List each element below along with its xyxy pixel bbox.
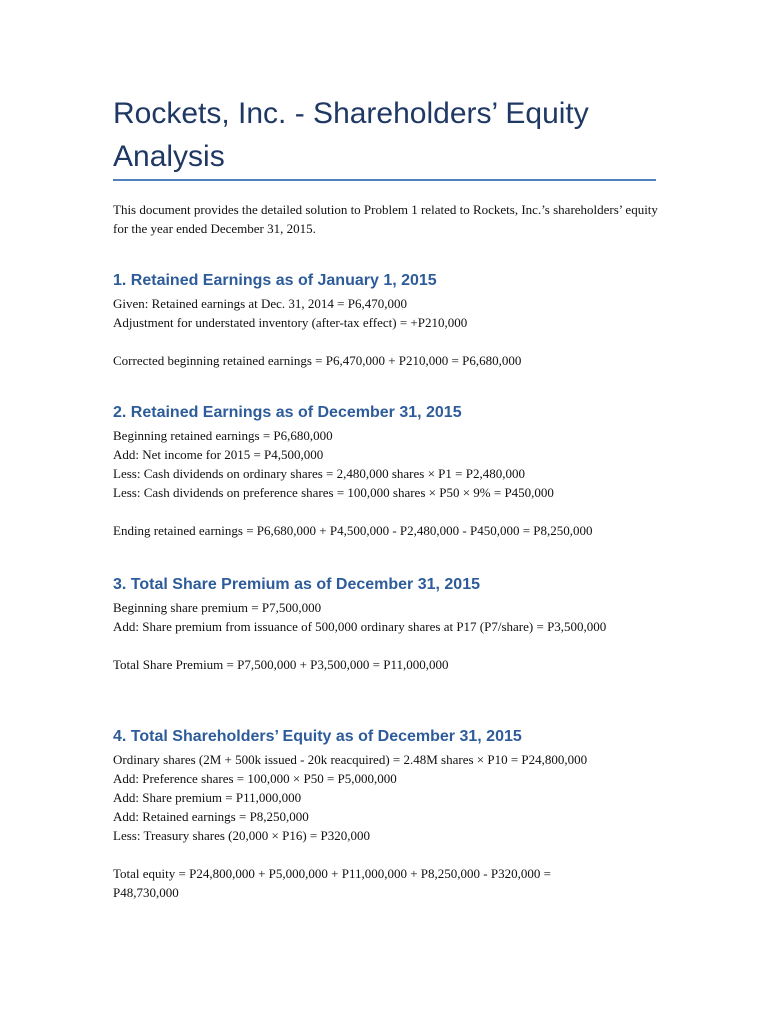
spacer — [113, 636, 673, 655]
spacer — [113, 502, 673, 521]
result-line: Ending retained earnings = P6,680,000 + P4,500,000 - P2,480,000 - P450,000 = P8,250,000 — [113, 523, 593, 538]
section-heading: 3. Total Share Premium as of December 31, 2015 — [113, 576, 480, 593]
section-retained-earnings-dec — [113, 402, 673, 540]
calc-line: Add: Share premium from issuance of 500,000 ordinary shares at P17 (P7/share) = P3,500,000 — [113, 619, 607, 634]
calc-line: Add: Net income for 2015 = P4,500,000 — [113, 447, 324, 462]
section-heading: 1. Retained Earnings as of January 1, 2015 — [113, 272, 437, 289]
spacer — [113, 332, 673, 351]
calc-line: Add: Retained earnings = P8,250,000 — [113, 809, 309, 824]
intro-paragraph: This document provides the detailed solution to Problem 1 related to Rockets, Inc.’s shareholders’ equity for the year ended December 31, 2015. — [113, 202, 658, 236]
calc-line: Ordinary shares (2M + 500k issued - 20k reacquired) = 2.48M shares × P10 = P24,800,000 — [113, 752, 588, 767]
section-retained-earnings-jan — [113, 270, 673, 370]
result-line: Total equity = P24,800,000 + P5,000,000 + P11,000,000 + P8,250,000 - P320,000 = P48,730,000 — [113, 866, 551, 900]
document-title: Rockets, Inc. - Shareholders’ Equity Analysis — [113, 97, 589, 173]
calc-line: Given: Retained earnings at Dec. 31, 2014 = P6,470,000 — [113, 296, 407, 311]
result-line: Total Share Premium = P7,500,000 + P3,500,000 = P11,000,000 — [113, 657, 449, 672]
calc-line: Beginning retained earnings = P6,680,000 — [113, 428, 333, 443]
title-underline — [113, 179, 656, 181]
calc-line: Add: Preference shares = 100,000 × P50 = P5,000,000 — [113, 771, 397, 786]
result-line: Corrected beginning retained earnings = P6,470,000 + P210,000 = P6,680,000 — [113, 353, 522, 368]
spacer — [113, 845, 673, 864]
calc-line: Less: Cash dividends on preference shares = 100,000 shares × P50 × 9% = P450,000 — [113, 485, 554, 500]
section-share-premium — [113, 574, 673, 674]
calc-line: Less: Treasury shares (20,000 × P16) = P320,000 — [113, 828, 370, 843]
calc-line: Beginning share premium = P7,500,000 — [113, 600, 322, 615]
calc-line: Less: Cash dividends on ordinary shares = 2,480,000 shares × P1 = P2,480,000 — [113, 466, 525, 481]
section-heading: 2. Retained Earnings as of December 31, 2015 — [113, 404, 462, 421]
calc-line: Adjustment for understated inventory (after-tax effect) = +P210,000 — [113, 315, 468, 330]
section-total-equity — [113, 726, 673, 902]
calc-line: Add: Share premium = P11,000,000 — [113, 790, 302, 805]
section-heading: 4. Total Shareholders’ Equity as of December 31, 2015 — [113, 728, 522, 745]
